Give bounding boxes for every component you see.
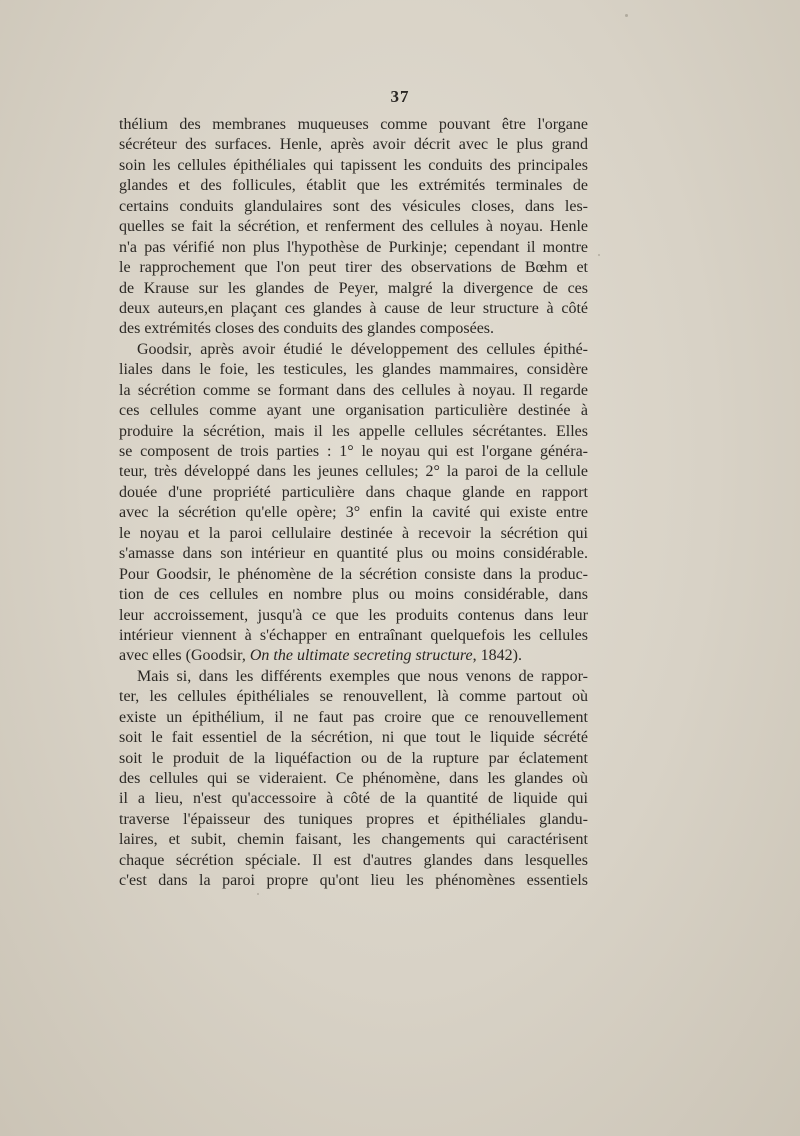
text-line: tion de ces cellules en nombre plus ou moins considérable, dans — [119, 586, 588, 604]
citation-title: On the ultimate secreting structure — [249, 647, 473, 665]
paper-speck — [625, 14, 628, 17]
paper-speck — [598, 254, 600, 256]
text-line: se composent de trois parties : 1° le noyau qui est l'organe généra- — [119, 443, 588, 460]
text-line: c'est dans la paroi propre qu'ont lieu les phénomènes essentiels — [119, 872, 588, 890]
text-line: Mais si, dans les différents exemples que nous venons de rappor- — [137, 667, 588, 685]
text-line: deux auteurs,en plaçant ces glandes à cause de leur structure à côté — [119, 299, 588, 317]
text-line: le rapprochement que l'on peut tirer des observations de Bœhm et — [119, 259, 588, 277]
text-line: la sécrétion comme se formant dans des cellules à noyau. Il regarde — [119, 381, 588, 399]
text-line: soit le produit de la liquéfaction ou de la rupture par éclatement — [119, 749, 588, 767]
text-line: des extrémités closes des conduits des glandes composées. — [119, 320, 495, 338]
text-line: glandes et des follicules, établit que les extrémités terminales de — [119, 177, 588, 195]
text-line: liales dans le foie, les testicules, les glandes mammaires, considère — [119, 361, 588, 379]
body-text — [119, 115, 588, 892]
text-line: de Krause sur les glandes de Peyer, malgré la divergence de ces — [119, 279, 588, 297]
text-line: produire la sécrétion, mais il les appelle cellules sécrétantes. Elles — [119, 422, 588, 440]
text-line: le noyau et la paroi cellulaire destinée à recevoir la sécrétion qui — [119, 524, 588, 542]
text-line: certains conduits glandulaires sont des vésicules closes, dans les- — [119, 197, 588, 215]
text-line: teur, très développé dans les jeunes cellules; 2° la paroi de la cellule — [119, 463, 588, 481]
text-line: traverse l'épaisseur des tuniques propres et épithéliales glandu- — [119, 810, 588, 828]
text-line: des cellules qui se videraient. Ce phénomène, dans les glandes où — [119, 770, 588, 787]
text-line: quelles se fait la sécrétion, et renferment des cellules à noyau. Henle — [119, 218, 588, 236]
text-line: ces cellules comme ayant une organisation particulière destinée à — [119, 402, 588, 420]
text-line — [119, 646, 588, 666]
text-line: ter, les cellules épithéliales se renouvellent, là comme partout où — [119, 688, 588, 706]
text-line: s'amasse dans son intérieur en quantité plus ou moins considérable. — [119, 545, 588, 563]
text-line: existe un épithélium, il ne faut pas croire que ce renouvellement — [119, 708, 588, 726]
text-line: laires, et subit, chemin faisant, les changements qui caractérisent — [119, 831, 588, 849]
text-line: n'a pas vérifié non plus l'hypothèse de Purkinje; cependant il montre — [119, 238, 588, 256]
text-line: chaque sécrétion spéciale. Il est d'autres glandes dans lesquelles — [119, 851, 588, 869]
page-number: 37 — [390, 87, 410, 106]
text-line: Goodsir, après avoir étudié le développement des cellules épithé- — [137, 340, 588, 358]
text-line: sécréteur des surfaces. Henle, après avoir décrit avec le plus grand — [119, 136, 588, 154]
text-line: avec la sécrétion qu'elle opère; 3° enfin la cavité qui existe entre — [119, 504, 588, 522]
text-line: leur accroissement, jusqu'à ce que les produits contenus dans leur — [119, 606, 588, 624]
text-line: il a lieu, n'est qu'accessoire à côté de la quantité de liquide qui — [119, 790, 588, 808]
text-line: Pour Goodsir, le phénomène de la sécrétion consiste dans la produc- — [119, 565, 588, 583]
text-line: douée d'une propriété particulière dans chaque glande en rapport — [119, 483, 588, 501]
citation-suffix: , 1842). — [472, 647, 522, 665]
text-line: soit le fait essentiel de la sécrétion, ni que tout le liquide sécrété — [119, 729, 588, 747]
paper-speck — [257, 893, 259, 895]
text-line: intérieur viennent à s'échapper en entraînant quelquefois les cellules — [119, 626, 588, 644]
text-line: soin les cellules épithéliales qui tapissent les conduits des principales — [119, 156, 588, 174]
text-line: thélium des membranes muqueuses comme pouvant être l'organe — [119, 116, 588, 133]
citation-prefix: avec elles (Goodsir, — [119, 647, 250, 665]
